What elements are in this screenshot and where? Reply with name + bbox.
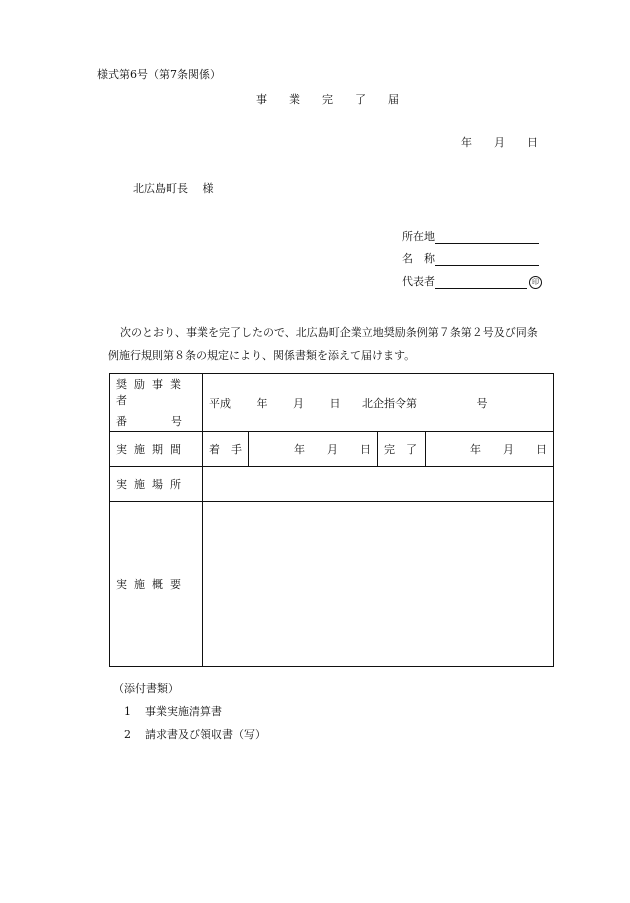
applicant-name <box>402 250 539 266</box>
applicant-address <box>402 228 539 244</box>
table-row-period <box>110 432 554 467</box>
summary-field[interactable] <box>203 502 554 667</box>
start-date-field[interactable]: 年 月 日 <box>249 432 378 467</box>
address-line[interactable] <box>435 231 539 244</box>
grant-year: 年 <box>256 396 268 410</box>
grant-label-top: 奨励事業者 <box>116 378 188 407</box>
grant-number-label <box>110 374 203 432</box>
grant-prefix: 北企指令第 <box>362 396 417 410</box>
grant-label-bottom: 番 号 <box>116 415 182 428</box>
grant-number-field[interactable] <box>203 374 554 432</box>
grant-era: 平成 <box>209 396 231 410</box>
seal-icon: 印 <box>529 276 542 289</box>
end-label: 完 了 <box>378 432 426 467</box>
table-row-grant-number <box>110 374 554 432</box>
summary-label: 実施概要 <box>110 502 203 667</box>
grant-day: 日 <box>329 396 341 410</box>
table-row-summary <box>110 502 554 667</box>
rep-label: 代表者 <box>402 275 435 288</box>
name-label: 名 称 <box>402 252 435 265</box>
form-table <box>109 373 554 667</box>
form-number: 様式第6号（第7条関係） <box>97 68 221 81</box>
rep-line[interactable] <box>435 276 527 289</box>
attachments-heading: （添付書類） <box>113 682 179 695</box>
applicant-representative <box>402 273 542 289</box>
location-label: 実施場所 <box>110 467 203 502</box>
attachment-text: 事業実施清算書 <box>145 705 222 718</box>
attachment-item <box>124 726 266 742</box>
body-text-line2: 例施行規則第８条の規定により、関係書類を添えて届けます。 <box>108 349 416 362</box>
location-field[interactable] <box>203 467 554 502</box>
grant-month: 月 <box>293 396 304 410</box>
attachment-item <box>124 703 222 719</box>
start-label: 着 手 <box>203 432 249 467</box>
attachment-number: 1 <box>124 705 131 718</box>
period-label: 実施期間 <box>110 432 203 467</box>
date-line: 年 月 日 <box>461 136 538 149</box>
name-line[interactable] <box>435 253 539 266</box>
addressee: 北広島町長 様 <box>133 182 214 195</box>
body-text-line1: 次のとおり、事業を完了したので、北広島町企業立地奨励条例第７条第２号及び同条 <box>120 326 538 339</box>
attachment-text: 請求書及び領収書（写） <box>145 728 266 741</box>
address-label: 所在地 <box>402 230 435 243</box>
grant-suffix: 号 <box>476 396 488 410</box>
attachment-number: 2 <box>124 728 131 741</box>
table-row-location <box>110 467 554 502</box>
document-title: 事 業 完 了 届 <box>256 93 399 106</box>
end-date-field[interactable]: 年 月 日 <box>426 432 554 467</box>
